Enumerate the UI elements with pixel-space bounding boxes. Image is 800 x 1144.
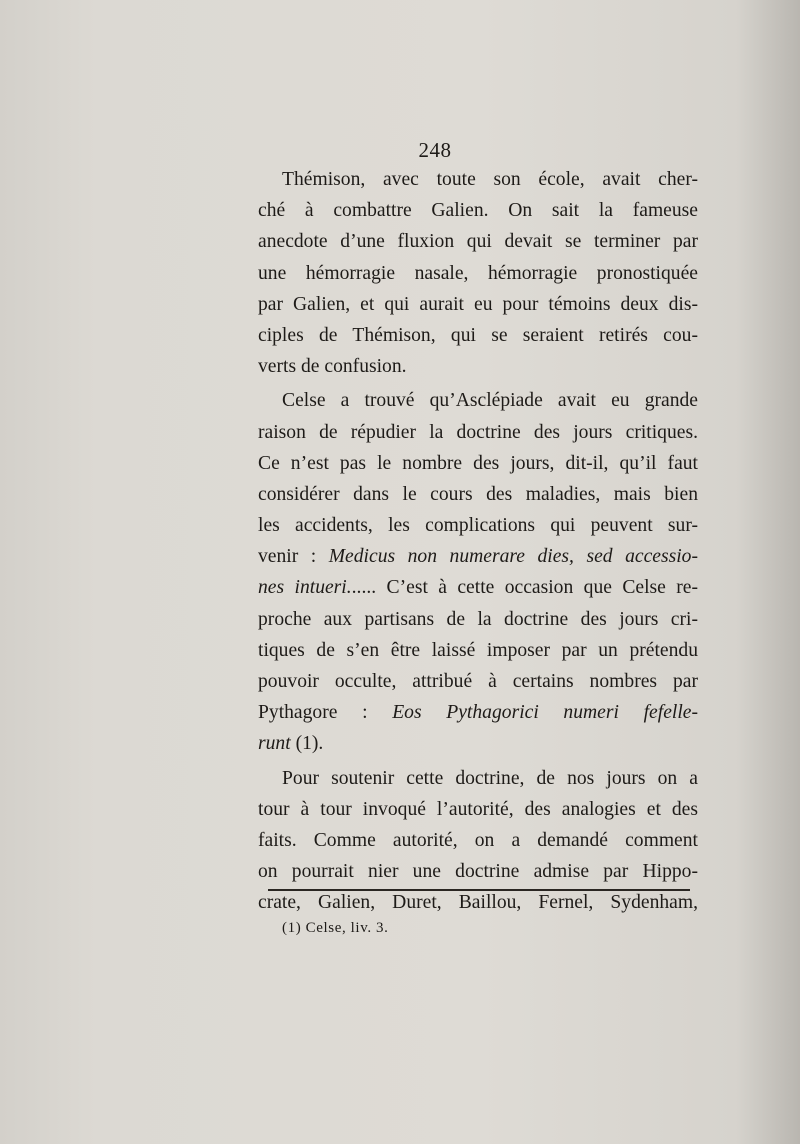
line-text: anecdote d’une fluxion qui devait se terminer par [258,231,698,253]
line-text: par Galien, et qui aurait eu pour témoins deux dis- [258,293,698,315]
line-text: les accidents, les complications qui peuvent sur- [258,515,698,537]
text-line [258,448,698,479]
text-line [258,164,698,195]
line-text: verts de confusion. [258,356,407,378]
text-line [258,856,698,887]
text-line [258,794,698,825]
text-line [258,351,698,382]
text-line [258,825,698,856]
text-line [258,417,698,448]
text-line [258,887,698,918]
text-line [258,666,698,697]
text-line [258,572,698,603]
text-line [258,226,698,257]
paragraph-2 [258,385,698,759]
text-line [258,763,698,794]
line-text [258,697,698,728]
text-line [258,289,698,320]
text-line [258,635,698,666]
text-line [258,195,698,226]
line-text: Thémison, avec toute son école, avait cher- [282,169,698,190]
line-text: Ce n’est pas le nombre des jours, dit-il, qu’il faut [258,452,698,474]
latin-quote: nes intueri. [258,577,352,599]
line-text-roman: venir : [258,546,329,568]
latin-quote: Eos Pythagorici numeri fefelle- [392,702,698,724]
line-text-roman: ..... C’est à cette occasion que Celse re- [351,577,698,599]
text-line [258,510,698,541]
line-text: tiques de s’en être laissé imposer par un prétendu [258,639,698,661]
line-text: raison de répudier la doctrine des jours critiques. [258,421,698,443]
line-text: ciples de Thémison, qui se seraient retirés cou- [258,324,698,346]
paragraph-3 [258,763,698,919]
text-line [258,479,698,510]
latin-quote: runt [258,733,291,755]
line-text: proche aux partisans de la doctrine des jours cri- [258,608,698,630]
paragraph-1 [258,164,698,382]
body-text [258,164,698,919]
text-line [258,320,698,351]
text-line [258,604,698,635]
line-text: ché à combattre Galien. On sait la fameuse [258,200,698,222]
line-text: pouvoir occulte, attribué à certains nombres par [258,671,698,692]
text-line [258,385,698,416]
text-line [258,728,698,759]
page-number: 248 [418,138,452,162]
latin-quote: Medicus non numerare dies, sed accessio- [328,546,699,568]
line-text: on pourrait nier une doctrine admise par Hippo- [258,861,698,883]
text-line [258,258,698,289]
line-text: une hémorragie nasale, hémorragie pronostiquée [258,262,698,284]
line-text-roman: Pythagore : [258,702,393,724]
line-text [258,572,698,603]
text-line [258,697,698,728]
line-text: faits. Comme autorité, on a demandé comment [258,829,698,851]
line-text: tour à tour invoqué l’autorité, des analogies et des [258,798,698,820]
footnote-reference: (1). [290,733,324,755]
line-text: crate, Galien, Duret, Baillou, Fernel, Sydenham, [258,892,698,914]
text-line [258,541,698,572]
footnote-divider [268,889,690,891]
line-text: Celse a trouvé qu’Asclépiade avait eu grande [282,390,698,412]
line-text [258,728,323,759]
line-text: Pour soutenir cette doctrine, de nos jours on a [282,767,698,789]
footnote: (1) Celse, liv. 3. [282,920,389,936]
line-text: considérer dans le cours des maladies, mais bien [258,483,698,505]
line-text [258,541,698,572]
